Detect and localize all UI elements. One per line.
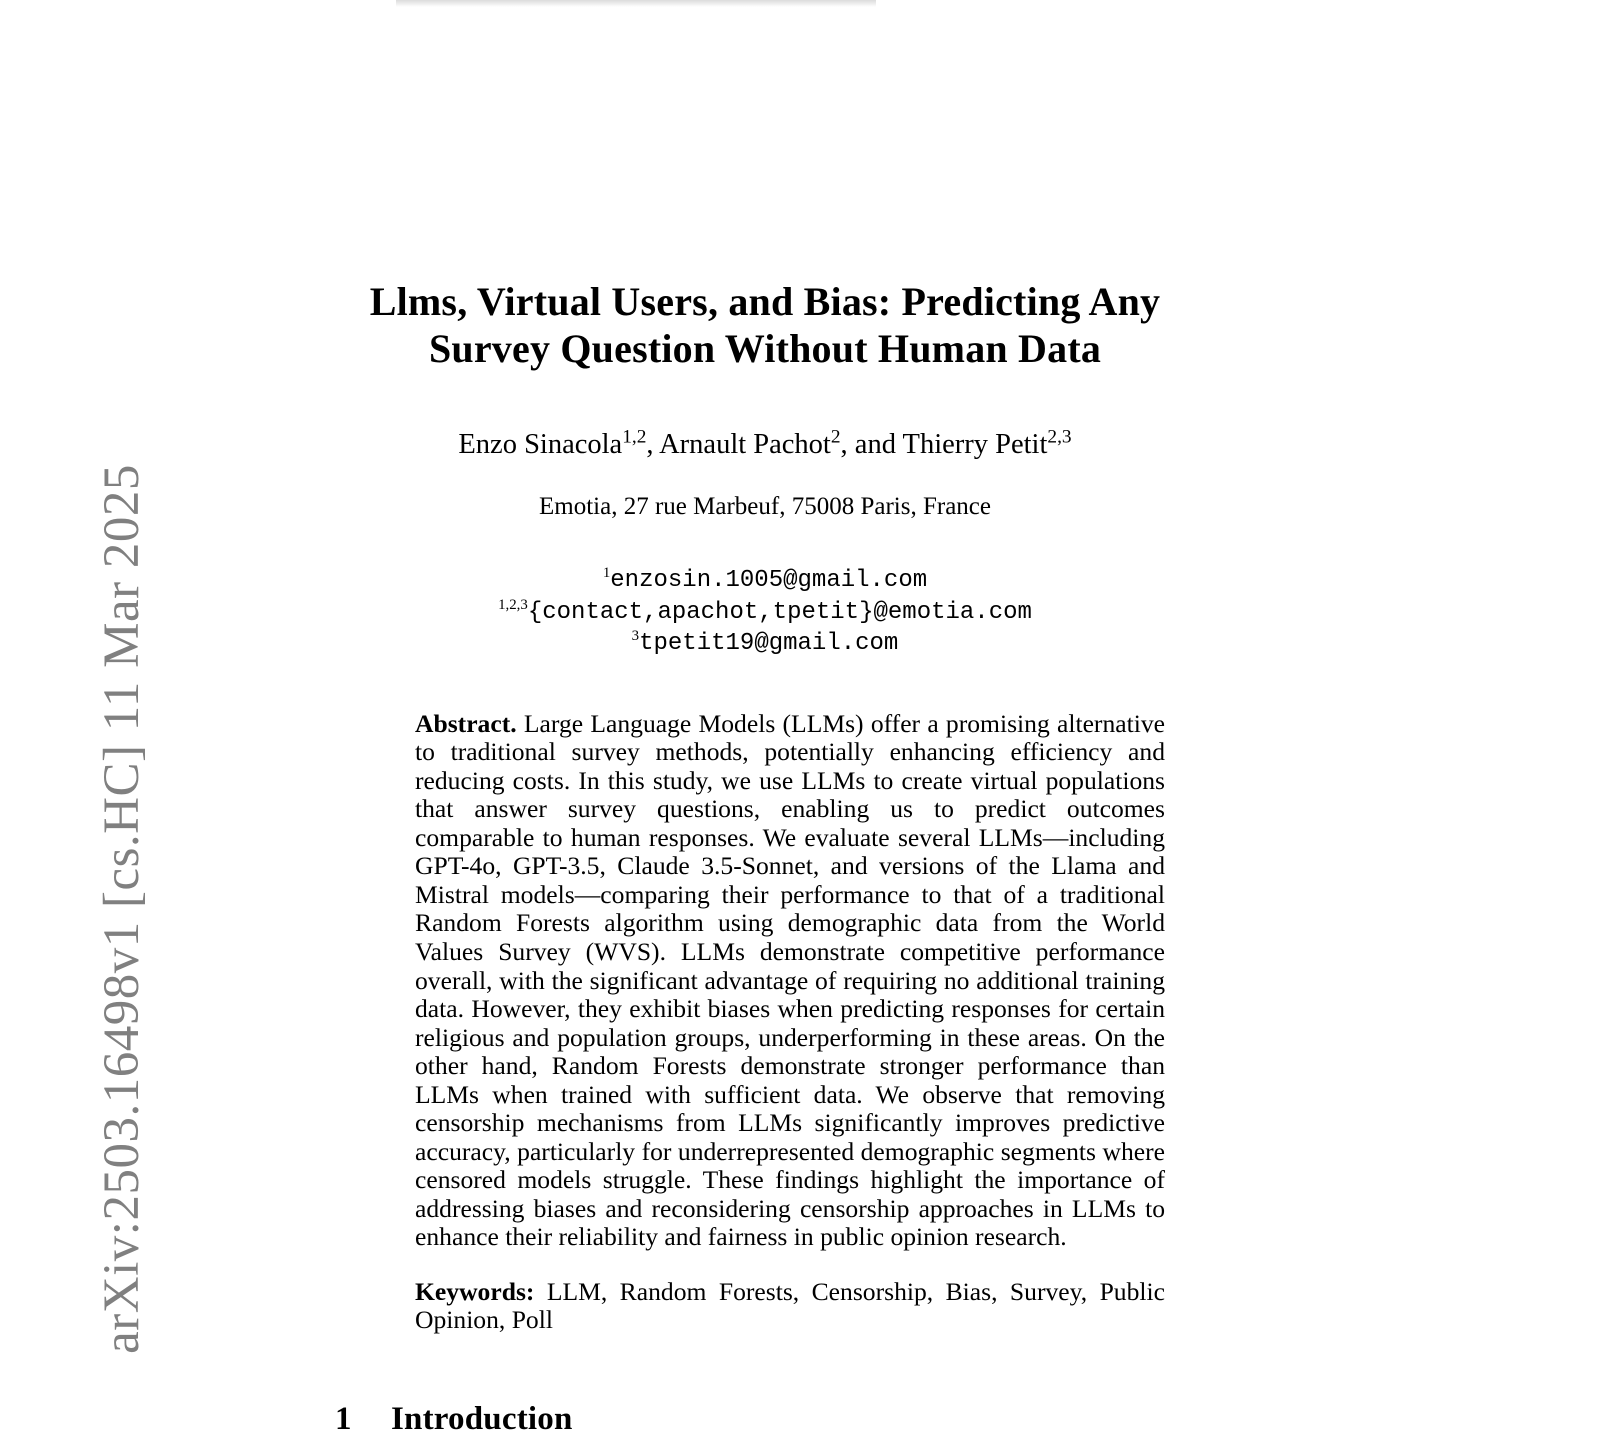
title-line-1: Llms, Virtual Users, and Bias: Predicting Any: [369, 279, 1161, 324]
section-number: 1: [335, 1400, 352, 1437]
email-address: {contact,apachot,tpetit}@emotia.com: [527, 598, 1032, 626]
author-separator-2: , and Thierry Petit: [840, 429, 1048, 461]
author-affil-marker-1: 1,2: [622, 426, 647, 448]
email-affil-marker: 1,2,3: [498, 596, 528, 613]
author-affil-marker-3: 2,3: [1047, 426, 1072, 448]
paper-content-column: [335, 0, 1195, 1438]
abstract-section: [415, 660, 1165, 1335]
page-title: [335, 0, 1195, 372]
email-line: [335, 628, 1195, 659]
keywords-label: Keywords:: [415, 1276, 535, 1306]
section-heading-introduction: [335, 1335, 1195, 1438]
section-title: Introduction: [391, 1400, 573, 1437]
abstract-text: Large Language Models (LLMs) offer a promising alternative to traditional survey methods, potentially enhancing efficiency and reducing costs. In this study, we use LLMs to create virtual populations that answer survey questions, enabling us to predict outcomes comparable to human responses. We evaluate several LLMs—including GPT-4o, GPT-3.5, Claude 3.5-Sonnet, and versions of the Llama and Mistral models—comparing their performance to that of a traditional Random Forests algorithm using demographic data from the World Values Survey (WVS). LLMs demonstrate competitive performance overall, with the significant advantage of requiring no additional training data. However, they exhibit biases when predicting responses for certain religious and population groups, underperforming in these areas. On the other hand, Random Forests demonstrate stronger performance than LLMs when trained with sufficient data. We observe that removing censorship mechanisms from LLMs significantly improves predictive accuracy, particularly for underrepresented demographic segments where censored models struggle. These findings highlight the importance of addressing biases and reconsidering censorship approaches in LLMs to enhance their reliability and fairness in public opinion research.: [415, 708, 1165, 1252]
email-affil-marker: 1: [602, 565, 611, 582]
email-line: [335, 565, 1195, 596]
author-separator-1: , Arnault Pachot: [646, 429, 831, 461]
arxiv-identifier-stamp: arXiv:2503.16498v1 [cs.HC] 11 Mar 2025: [94, 464, 150, 1354]
affiliation-address: Emotia, 27 rue Marbeuf, 75008 Paris, France: [539, 493, 991, 521]
author-enzo-sinacola: Enzo Sinacola: [458, 429, 623, 461]
email-list: [335, 521, 1195, 659]
abstract-paragraph: [415, 710, 1165, 1252]
author-affil-marker-2: 2: [830, 426, 841, 448]
email-address: enzosin.1005@gmail.com: [610, 567, 928, 595]
title-line-2: Survey Question Without Human Data: [428, 326, 1102, 372]
abstract-label: Abstract.: [415, 708, 517, 738]
email-affil-marker: 3: [631, 628, 640, 645]
email-line: [335, 597, 1195, 628]
keywords-text: LLM, Random Forests, Censorship, Bias, Survey, Public Opinion, Poll: [415, 1276, 1165, 1335]
author-list: [335, 372, 1195, 463]
keywords-paragraph: [415, 1252, 1165, 1335]
email-address: tpetit19@gmail.com: [639, 630, 899, 658]
